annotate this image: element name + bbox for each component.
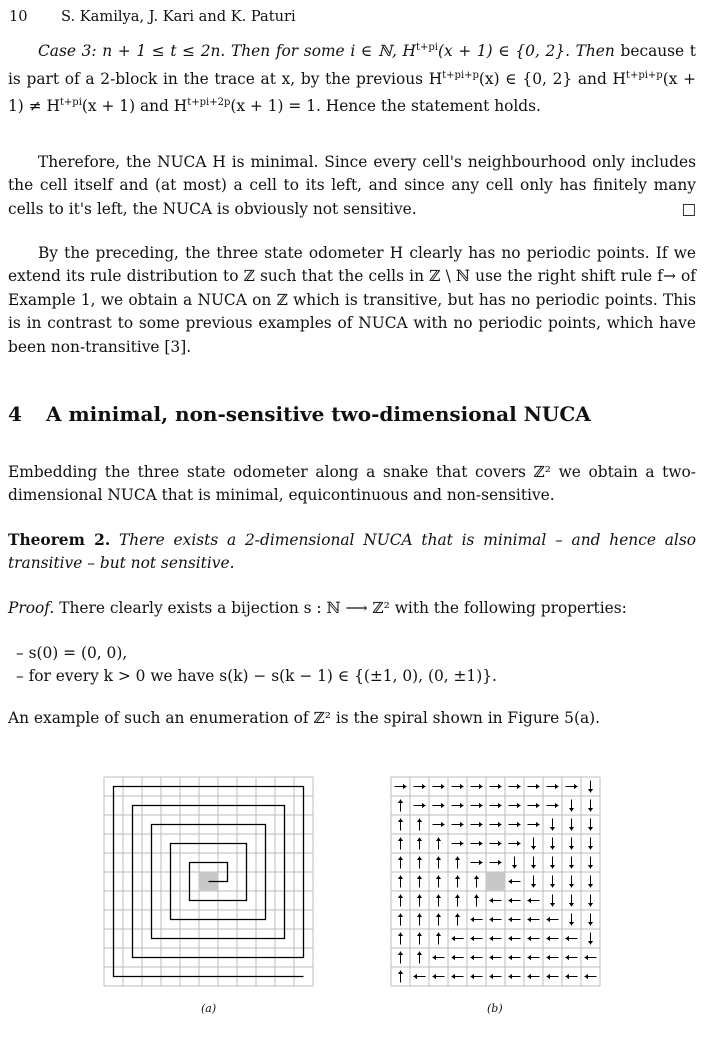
arrow-head xyxy=(471,955,475,960)
arrow-head xyxy=(547,974,551,979)
arrow-head xyxy=(509,898,513,903)
arrow-head xyxy=(490,955,494,960)
arrow-head xyxy=(517,841,521,846)
figure-arrow-grid xyxy=(389,775,603,989)
arrow-head xyxy=(555,803,559,808)
arrow-head xyxy=(528,898,532,903)
arrow-head xyxy=(531,865,536,869)
theorem-text: There exists a 2-dimensional NUCA that is minimal – and hence also transitive – but not sensitive. xyxy=(8,531,696,573)
arrow-head xyxy=(517,784,521,789)
arrow-head xyxy=(531,846,536,850)
arrow-head xyxy=(471,974,475,979)
arrow-head xyxy=(547,917,551,922)
arrow-head xyxy=(417,857,422,861)
arrow-head xyxy=(528,955,532,960)
arrow-head xyxy=(452,936,456,941)
arrow-head xyxy=(398,819,403,823)
arrow-head xyxy=(569,922,574,926)
arrow-head xyxy=(517,803,521,808)
arrow-head xyxy=(398,971,403,975)
arrow-head xyxy=(433,955,437,960)
arrow-head xyxy=(574,784,578,789)
arrow-head xyxy=(498,841,502,846)
arrow-head xyxy=(550,865,555,869)
arrow-head xyxy=(422,784,426,789)
arrow-head xyxy=(528,974,532,979)
arrow-head xyxy=(398,914,403,918)
arrow-head xyxy=(536,803,540,808)
arrow-head xyxy=(471,917,475,922)
arrow-head xyxy=(398,933,403,937)
arrow-head xyxy=(555,784,559,789)
arrow-head xyxy=(528,917,532,922)
arrow-head xyxy=(498,803,502,808)
arrow-head xyxy=(585,955,589,960)
arrow-head xyxy=(422,803,426,808)
arrow-head xyxy=(398,895,403,899)
preceding-paragraph: By the preceding, the three state odometer H clearly has no periodic points. If we extend its rule distribution to ℤ such that the cells in ℤ \ ℕ use the right shift rule f→ of Example 1, we obtain a NUCA on ℤ which is transitive, but has no periodic points. This is in contrast to some previous examples of NUCA with no periodic points, which have been non-transitive [3]. xyxy=(8,244,696,356)
arrow-head xyxy=(588,808,593,812)
page-number: 10 xyxy=(9,8,28,25)
arrow-head xyxy=(436,914,441,918)
arrow-head xyxy=(417,952,422,956)
section-title: A minimal, non-sensitive two-dimensional NUCA xyxy=(46,402,591,426)
section-number: 4 xyxy=(8,402,22,426)
arrow-head xyxy=(585,974,589,979)
arrow-head xyxy=(498,784,502,789)
list-item: – for every k > 0 we have s(k) − s(k − 1) ∈ {(±1, 0), (0, ±1)}. xyxy=(16,667,497,685)
arrow-head xyxy=(403,784,407,789)
arrow-head xyxy=(452,974,456,979)
embedding-paragraph: Embedding the three state odometer along a snake that covers ℤ² we obtain a two-dimensional NUCA that is minimal, equicontinuous and non-sensitive. xyxy=(8,463,696,505)
arrow-head xyxy=(417,933,422,937)
arrow-head xyxy=(528,936,532,941)
arrow-head xyxy=(460,841,464,846)
proof-label: Proof. xyxy=(8,599,55,617)
arrow-head xyxy=(547,936,551,941)
arrow-head xyxy=(417,819,422,823)
arrow-head xyxy=(490,936,494,941)
arrow-head xyxy=(569,903,574,907)
proof-paragraph xyxy=(8,597,696,620)
header-authors: S. Kamilya, J. Kari and K. Paturi xyxy=(61,8,296,25)
arrow-head xyxy=(441,784,445,789)
arrow-head xyxy=(474,876,479,880)
arrow-head xyxy=(509,936,513,941)
origin-cell xyxy=(486,872,505,891)
arrow-head xyxy=(436,838,441,842)
arrow-head xyxy=(588,922,593,926)
arrow-head xyxy=(566,936,570,941)
arrow-head xyxy=(550,846,555,850)
running-header xyxy=(9,8,296,25)
arrow-head xyxy=(536,784,540,789)
arrow-head xyxy=(550,884,555,888)
arrow-head xyxy=(498,860,502,865)
arrow-head xyxy=(455,895,460,899)
arrow-head xyxy=(569,827,574,831)
arrow-head xyxy=(550,827,555,831)
arrow-head xyxy=(490,898,494,903)
arrow-head xyxy=(566,974,570,979)
arrow-head xyxy=(531,884,536,888)
arrow-head xyxy=(588,941,593,945)
arrow-head xyxy=(398,838,403,842)
arrow-head xyxy=(588,903,593,907)
arrow-head xyxy=(455,857,460,861)
arrow-head xyxy=(455,876,460,880)
arrow-head xyxy=(441,822,445,827)
arrow-head xyxy=(509,879,513,884)
arrow-head xyxy=(509,955,513,960)
list-item: – s(0) = (0, 0), xyxy=(16,644,128,662)
arrow-head xyxy=(479,841,483,846)
case3-paragraph: Case 3: n + 1 ≤ t ≤ 2n. Then for some i ∈ ℕ, $H^{t+pi}(x + 1)$ ∈ {0, 2}. Then because t is part of a 2-block in the trace at x, by the previous $H^{t+pi+p}(x)$ ∈ {0, 2} and $H^{t+pi+p}(x + 1) \ne H^{t+pi}(x + 1)$ and $H^{t+pi+2p}(x + 1) = 1$. Hence the statement holds. xyxy=(8,42,696,116)
caption-b: (b) xyxy=(487,1002,503,1015)
arrow-head xyxy=(460,803,464,808)
arrow-head xyxy=(417,895,422,899)
arrow-head xyxy=(509,917,513,922)
arrow-head xyxy=(569,884,574,888)
arrow-head xyxy=(588,865,593,869)
arrow-head xyxy=(460,822,464,827)
arrow-head xyxy=(417,914,422,918)
arrow-head xyxy=(398,857,403,861)
arrow-head xyxy=(436,933,441,937)
arrow-head xyxy=(436,876,441,880)
therefore-paragraph: Therefore, the NUCA H is minimal. Since every cell's neighbourhood only includes the cell itself and (at most) a cell to its left, and since any cell only has finitely many cells to it's left, the NUCA is obviously not sensitive. □ xyxy=(8,151,696,221)
arrow-head xyxy=(509,974,513,979)
arrow-head xyxy=(479,860,483,865)
arrow-head xyxy=(398,952,403,956)
arrow-head xyxy=(498,822,502,827)
arrow-head xyxy=(433,974,437,979)
arrow-head xyxy=(588,884,593,888)
theorem-label: Theorem 2. xyxy=(8,531,111,549)
arrow-head xyxy=(517,822,521,827)
arrow-head xyxy=(490,917,494,922)
arrow-head xyxy=(398,800,403,804)
arrow-head xyxy=(479,822,483,827)
arrow-head xyxy=(479,784,483,789)
figure-spiral xyxy=(102,775,316,989)
case3-label: Case 3: xyxy=(38,42,97,61)
arrow-head xyxy=(436,895,441,899)
arrow-head xyxy=(474,895,479,899)
arrow-head xyxy=(398,876,403,880)
example-paragraph: An example of such an enumeration of ℤ² is the spiral shown in Figure 5(a). xyxy=(8,709,601,727)
section-heading xyxy=(8,402,591,426)
arrow-head xyxy=(512,865,517,869)
arrow-head xyxy=(471,936,475,941)
arrow-head xyxy=(536,822,540,827)
qed-symbol: □ xyxy=(681,199,696,218)
arrow-head xyxy=(566,955,570,960)
arrow-head xyxy=(417,876,422,880)
arrow-head xyxy=(455,914,460,918)
arrow-head xyxy=(569,846,574,850)
arrow-head xyxy=(417,838,422,842)
arrow-head xyxy=(460,784,464,789)
arrow-head xyxy=(550,903,555,907)
arrow-head xyxy=(569,808,574,812)
arrow-head xyxy=(452,955,456,960)
arrow-head xyxy=(547,955,551,960)
proof-text: There clearly exists a bijection s : ℕ ⟶ ℤ² with the following properties: xyxy=(59,599,627,617)
arrow-head xyxy=(588,789,593,793)
arrow-head xyxy=(479,803,483,808)
caption-a: (a) xyxy=(201,1002,217,1015)
arrow-head xyxy=(490,974,494,979)
theorem-paragraph xyxy=(8,529,696,576)
arrow-head xyxy=(588,846,593,850)
arrow-head xyxy=(436,857,441,861)
arrow-head xyxy=(441,803,445,808)
arrow-head xyxy=(569,865,574,869)
arrow-head xyxy=(588,827,593,831)
arrow-head xyxy=(414,974,418,979)
